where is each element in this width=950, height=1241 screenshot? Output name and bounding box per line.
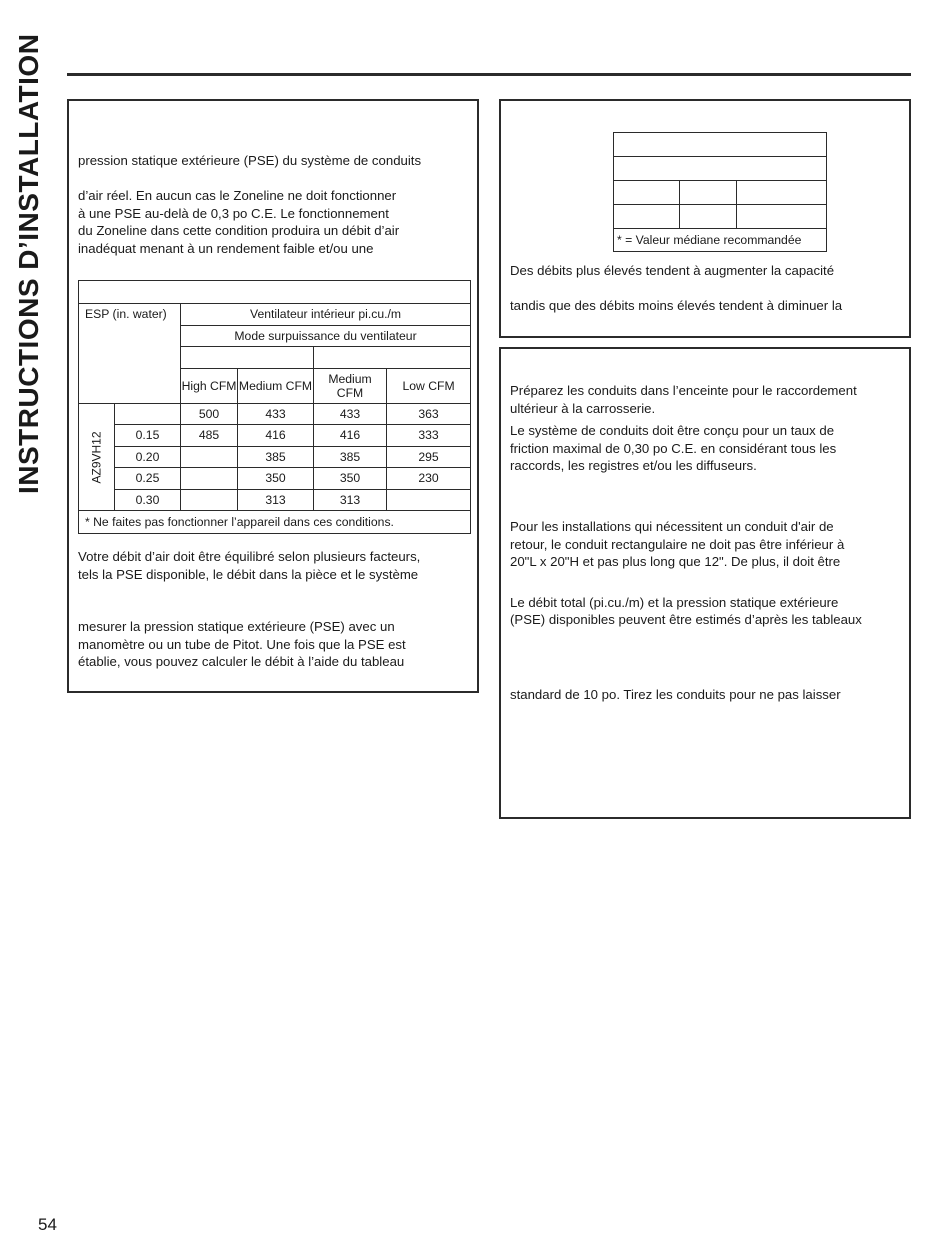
left-para1-line4: du Zoneline dans cette condition produira un débit d’air [78, 223, 400, 238]
table-row [79, 446, 471, 468]
rb-para1-line1: Préparez les conduits dans l’enceinte pour le raccordement [510, 383, 857, 398]
left-para3-line2: manomètre ou un tube de Pitot. Une fois que la PSE est [78, 637, 406, 652]
rb-para4-line2: (PSE) disponibles peuvent être estimés d’après les tableaux [510, 612, 862, 627]
table-note: * Ne faites pas fonctionner l’appareil dans ces conditions. [79, 511, 471, 534]
rt-note: * = Valeur médiane recommandée [614, 229, 827, 252]
high-cell [181, 489, 238, 511]
model-cell [79, 403, 115, 511]
empty-header-cell [181, 347, 314, 369]
med1-cell: 416 [238, 425, 314, 447]
table-row [614, 205, 827, 229]
right-top-para2: tandis que des débits moins élevés tendent à diminuer la [510, 298, 843, 313]
rb-para3-line3: 20"L x 20"H et pas plus long que 12". De plus, il doit être [510, 554, 841, 569]
med2-cell: 416 [314, 425, 387, 447]
rb-para2-line1: Le système de conduits doit être conçu pour un taux de [510, 423, 835, 438]
high-cell [181, 468, 238, 490]
rt-cell [614, 181, 680, 205]
rb-para2-line3: raccords, les registres et/ou les diffuseurs. [510, 458, 757, 473]
table-row [79, 425, 471, 447]
esp-cell: 0.30 [115, 489, 181, 511]
low-cell: 333 [387, 425, 471, 447]
med1-cell: 433 [238, 403, 314, 425]
table-note-row [79, 511, 471, 534]
rt-cell [614, 133, 827, 157]
rt-cell [737, 205, 827, 229]
rb-para5: standard de 10 po. Tirez les conduits pour ne pas laisser [510, 687, 841, 702]
table-row [614, 133, 827, 157]
left-para1-line1: pression statique extérieure (PSE) du système de conduits [78, 153, 422, 168]
rt-cell [614, 205, 680, 229]
mode-header: Mode surpuissance du ventilateur [181, 325, 471, 347]
med1-cell: 350 [238, 468, 314, 490]
table-row [79, 304, 471, 326]
col-low-header: Low CFM [387, 368, 471, 403]
esp-header: ESP (in. water) [79, 304, 181, 404]
low-cell: 295 [387, 446, 471, 468]
left-para3-line1: mesurer la pression statique extérieure (PSE) avec un [78, 619, 395, 634]
side-section-title: INSTRUCTIONS D’INSTALLATION [13, 34, 44, 495]
left-para3-line3: établie, vous pouvez calculer le débit à l’aide du tableau [78, 654, 405, 669]
med2-cell: 385 [314, 446, 387, 468]
esp-cell: 0.25 [115, 468, 181, 490]
esp-cell: 0.20 [115, 446, 181, 468]
fan-header: Ventilateur intérieur pi.cu./m [181, 304, 471, 326]
table-row [79, 468, 471, 490]
top-rule [67, 73, 911, 76]
page-number: 54 [38, 1215, 57, 1234]
med2-cell: 433 [314, 403, 387, 425]
left-para1-line2: d’air réel. En aucun cas le Zoneline ne doit fonctionner [78, 188, 397, 203]
table-title-row [79, 281, 471, 304]
rb-para4-line1: Le débit total (pi.cu./m) et la pression statique extérieure [510, 595, 839, 610]
high-cell: 500 [181, 403, 238, 425]
rb-para3-line2: retour, le conduit rectangulaire ne doit pas être inférieur à [510, 537, 845, 552]
left-para1-line5: inadéquat menant à un rendement faible et/ou une [78, 241, 374, 256]
rt-cell [737, 181, 827, 205]
high-cell [181, 446, 238, 468]
col-medium1-header: Medium CFM [238, 368, 314, 403]
model-label: AZ9VH12 [89, 430, 104, 483]
low-cell [387, 489, 471, 511]
low-cell: 230 [387, 468, 471, 490]
rt-cell [680, 181, 737, 205]
right-top-para1: Des débits plus élevés tendent à augmenter la capacité [510, 263, 835, 278]
col-medium2-header: Medium CFM [314, 368, 387, 403]
rb-para1-line2: ultérieur à la carrosserie. [510, 401, 656, 416]
airflow-table [78, 280, 471, 534]
med2-cell: 350 [314, 468, 387, 490]
med1-cell: 385 [238, 446, 314, 468]
rb-para3-line1: Pour les installations qui nécessitent un conduit d'air de [510, 519, 834, 534]
med1-cell: 313 [238, 489, 314, 511]
col-high-header: High CFM [181, 368, 238, 403]
rb-para2-line2: friction maximal de 0,30 po C.E. en considérant tous les [510, 441, 837, 456]
med2-cell: 313 [314, 489, 387, 511]
esp-cell [115, 403, 181, 425]
esp-cell: 0.15 [115, 425, 181, 447]
right-bottom-panel [499, 347, 911, 819]
rt-cell [614, 157, 827, 181]
table-row [614, 157, 827, 181]
left-para1-line3: à une PSE au-delà de 0,3 po C.E. Le fonctionnement [78, 206, 389, 221]
low-cell: 363 [387, 403, 471, 425]
left-para2-line1: Votre débit d’air doit être équilibré selon plusieurs facteurs, [78, 549, 421, 564]
table-row [79, 403, 471, 425]
table-row [79, 489, 471, 511]
table-title-cell [79, 281, 471, 304]
left-para2-line2: tels la PSE disponible, le débit dans la pièce et le système [78, 567, 419, 582]
table-row [614, 181, 827, 205]
table-row [614, 229, 827, 252]
rt-cell [680, 205, 737, 229]
high-cell: 485 [181, 425, 238, 447]
empty-header-cell [314, 347, 471, 369]
recommended-table [613, 132, 827, 252]
